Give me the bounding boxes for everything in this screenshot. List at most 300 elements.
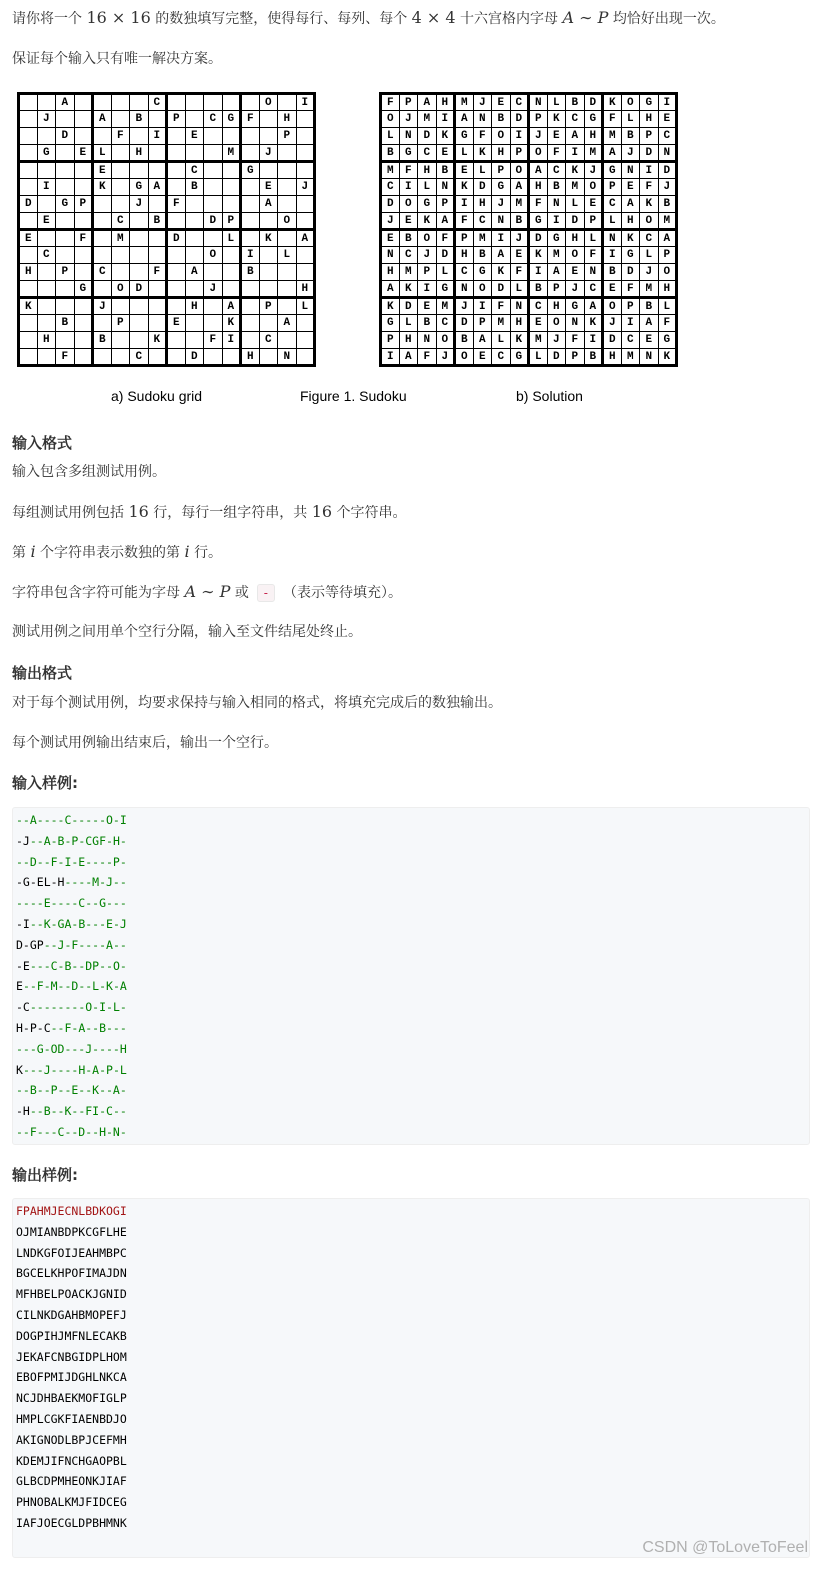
grid-cell: C [529, 298, 548, 315]
grid-cell: P [167, 111, 186, 128]
grid-cell [37, 128, 56, 145]
grid-cell: E [547, 128, 566, 145]
grid-cell [185, 145, 204, 162]
grid-cell [296, 145, 315, 162]
code-line: MFHBELPOACKJGNID [16, 1287, 127, 1302]
grid-cell: C [510, 94, 529, 111]
grid-row [381, 145, 677, 162]
grid-cell [167, 264, 186, 281]
grid-cell: N [640, 349, 659, 366]
sample-input-heading: 输入样例: [12, 774, 78, 792]
grid-cell: D [19, 196, 38, 213]
grid-cell: J [418, 247, 437, 264]
grid-cell: C [185, 162, 204, 179]
grid-cell [93, 213, 112, 230]
grid-cell: H [436, 94, 455, 111]
grid-cell: I [658, 94, 677, 111]
grid-cell: N [603, 230, 622, 247]
grid-cell: E [259, 179, 278, 196]
grid-cell [259, 264, 278, 281]
grid-cell: K [455, 179, 474, 196]
grid-cell: H [492, 145, 511, 162]
grid-cell: L [296, 298, 315, 315]
grid-cell [19, 247, 38, 264]
output-format-p2: 每个测试用例输出结束后，输出一个空行。 [12, 735, 278, 751]
grid-cell [74, 179, 93, 196]
grid-cell: M [473, 230, 492, 247]
grid-cell: J [603, 315, 622, 332]
grid-cell [74, 298, 93, 315]
grid-cell: E [566, 264, 585, 281]
grid-cell [111, 162, 130, 179]
grid-cell: A [455, 111, 474, 128]
code-line: FPAHMJECNLBDKOGI [16, 1204, 127, 1218]
code-line: ----E----C--G--- [16, 896, 127, 911]
grid-row [381, 179, 677, 196]
code-line: BGCELKHPOFIMAJDN [16, 1266, 127, 1281]
grid-cell [241, 332, 260, 349]
grid-cell: K [148, 332, 167, 349]
grid-cell: P [584, 213, 603, 230]
grid-cell [167, 247, 186, 264]
grid-cell: B [658, 196, 677, 213]
grid-row [381, 349, 677, 366]
sample-output-code[interactable] [12, 1198, 810, 1558]
grid-cell: L [566, 196, 585, 213]
grid-cell [130, 213, 149, 230]
grid-cell: F [204, 332, 223, 349]
grid-cell: J [529, 128, 548, 145]
grid-cell: G [547, 230, 566, 247]
grid-cell [204, 230, 223, 247]
csdn-watermark: CSDN @ToLoveToFeel [642, 1539, 808, 1556]
grid-cell: E [473, 349, 492, 366]
grid-cell [148, 281, 167, 298]
input-format-p1: 输入包含多组测试用例。 [12, 464, 166, 480]
grid-cell: G [56, 196, 75, 213]
grid-cell [241, 128, 260, 145]
grid-cell: F [566, 332, 585, 349]
grid-cell: M [455, 94, 474, 111]
grid-cell [204, 196, 223, 213]
grid-row [381, 94, 677, 111]
grid-cell [74, 128, 93, 145]
grid-cell: O [111, 281, 130, 298]
grid-cell [259, 128, 278, 145]
grid-cell: A [566, 128, 585, 145]
grid-cell: B [56, 315, 75, 332]
grid-cell: B [640, 298, 659, 315]
text: 个字符串。 [336, 505, 407, 521]
grid-cell [111, 179, 130, 196]
grid-row [381, 230, 677, 247]
grid-cell: D [584, 94, 603, 111]
grid-cell: N [455, 281, 474, 298]
grid-cell: K [621, 230, 640, 247]
grid-cell [259, 162, 278, 179]
grid-row [19, 94, 315, 111]
grid-cell: C [603, 196, 622, 213]
grid-cell: L [399, 315, 418, 332]
grid-cell: G [37, 145, 56, 162]
grid-cell [241, 298, 260, 315]
input-format-p2 [12, 502, 407, 523]
grid-cell: H [241, 349, 260, 366]
grid-cell: F [529, 196, 548, 213]
grid-cell [148, 349, 167, 366]
grid-row [381, 332, 677, 349]
grid-cell [74, 315, 93, 332]
grid-cell [259, 111, 278, 128]
code-line: IAFJOECGLDPBHMNK [16, 1515, 127, 1530]
grid-cell: G [399, 145, 418, 162]
grid-cell: I [584, 332, 603, 349]
grid-cell [19, 315, 38, 332]
grid-cell: P [381, 332, 400, 349]
grid-cell: C [566, 111, 585, 128]
grid-cell: K [19, 298, 38, 315]
grid-cell: M [111, 230, 130, 247]
grid-cell: G [529, 213, 548, 230]
grid-cell: G [455, 128, 474, 145]
grid-cell: M [222, 145, 241, 162]
grid-cell [19, 162, 38, 179]
math-i: i [30, 542, 36, 561]
grid-cell [56, 111, 75, 128]
grid-cell: N [492, 213, 511, 230]
grid-cell [111, 94, 130, 111]
grid-cell [56, 179, 75, 196]
grid-cell: P [603, 179, 622, 196]
grid-cell: O [603, 298, 622, 315]
grid-cell: K [658, 349, 677, 366]
grid-cell: P [222, 213, 241, 230]
grid-cell [167, 332, 186, 349]
grid-cell: J [436, 349, 455, 366]
grid-cell: F [621, 281, 640, 298]
output-format-p1: 对于每个测试用例，均要求保持与输入相同的格式，将填充完成后的数独输出。 [12, 695, 502, 711]
grid-cell: C [204, 111, 223, 128]
grid-cell: L [603, 213, 622, 230]
grid-cell: G [566, 298, 585, 315]
grid-cell: I [603, 247, 622, 264]
code-line: -I--K-GA-B---E-J [16, 916, 127, 931]
grid-cell [93, 230, 112, 247]
grid-cell: F [74, 230, 93, 247]
grid-cell: J [296, 179, 315, 196]
grid-row [19, 213, 315, 230]
grid-cell: J [621, 145, 640, 162]
grid-cell: E [185, 128, 204, 145]
grid-cell: G [74, 281, 93, 298]
code-line: CILNKDGAHBMOPEFJ [16, 1307, 127, 1322]
code-line: JEKAFCNBGIDPLHOM [16, 1349, 127, 1364]
grid-cell: E [381, 230, 400, 247]
grid-cell [222, 196, 241, 213]
grid-cell: J [492, 196, 511, 213]
grid-cell [204, 162, 223, 179]
grid-cell: J [93, 298, 112, 315]
grid-cell: G [510, 349, 529, 366]
grid-cell: C [455, 264, 474, 281]
grid-cell: B [148, 213, 167, 230]
grid-cell: G [436, 281, 455, 298]
grid-cell [93, 281, 112, 298]
grid-cell: H [584, 128, 603, 145]
grid-cell: M [510, 196, 529, 213]
grid-cell: E [93, 162, 112, 179]
grid-cell [130, 128, 149, 145]
grid-cell: M [547, 247, 566, 264]
grid-cell: L [510, 281, 529, 298]
grid-cell: F [492, 298, 511, 315]
grid-cell: K [492, 264, 511, 281]
grid-cell: O [529, 145, 548, 162]
grid-cell [222, 94, 241, 111]
grid-cell [19, 94, 38, 111]
grid-row [381, 264, 677, 281]
grid-cell [278, 179, 297, 196]
grid-cell [111, 247, 130, 264]
grid-cell [185, 247, 204, 264]
text: 行。 [194, 545, 223, 561]
grid-cell [74, 111, 93, 128]
grid-cell [296, 213, 315, 230]
grid-cell [37, 264, 56, 281]
intro-text: 均恰好出现一次。 [612, 11, 725, 27]
grid-cell: F [56, 349, 75, 366]
grid-cell: K [510, 332, 529, 349]
code-line: -E---C-B--DP--O- [16, 958, 127, 973]
grid-cell: E [436, 145, 455, 162]
grid-cell: L [640, 247, 659, 264]
grid-cell: P [74, 196, 93, 213]
grid-cell: A [547, 264, 566, 281]
grid-cell: J [455, 298, 474, 315]
grid-cell: K [640, 196, 659, 213]
grid-cell: B [510, 213, 529, 230]
math-16: 16 [311, 502, 333, 521]
grid-cell [259, 349, 278, 366]
grid-cell [74, 264, 93, 281]
grid-cell [148, 145, 167, 162]
grid-cell: D [455, 315, 474, 332]
grid-cell: F [510, 264, 529, 281]
grid-cell: A [436, 213, 455, 230]
grid-cell: H [399, 332, 418, 349]
grid-cell: D [204, 213, 223, 230]
grid-cell: D [381, 196, 400, 213]
grid-cell: I [381, 349, 400, 366]
grid-cell [111, 264, 130, 281]
grid-cell [130, 247, 149, 264]
grid-cell [167, 162, 186, 179]
grid-cell [167, 349, 186, 366]
math-a-to-p: A ∼ P [184, 582, 231, 601]
input-format-p5: 测试用例之间用单个空行分隔，输入至文件结尾处终止。 [12, 624, 362, 640]
grid-cell: C [584, 281, 603, 298]
grid-cell [56, 281, 75, 298]
grid-cell [56, 213, 75, 230]
grid-cell [37, 281, 56, 298]
grid-cell: C [259, 332, 278, 349]
grid-cell: N [436, 179, 455, 196]
grid-cell: E [455, 162, 474, 179]
grid-cell: I [510, 128, 529, 145]
math-a-to-p: A ∼ P [562, 8, 609, 27]
grid-cell: O [381, 111, 400, 128]
grid-cell: B [185, 179, 204, 196]
grid-cell: N [418, 332, 437, 349]
grid-cell: B [603, 264, 622, 281]
grid-cell [167, 94, 186, 111]
grid-cell [185, 111, 204, 128]
grid-cell: P [111, 315, 130, 332]
grid-cell [204, 298, 223, 315]
grid-cell: G [241, 162, 260, 179]
grid-cell [148, 315, 167, 332]
grid-cell: H [455, 247, 474, 264]
code-line: NCJDHBAEKMOFIGLP [16, 1391, 127, 1406]
grid-cell: L [381, 128, 400, 145]
grid-cell: B [381, 145, 400, 162]
grid-cell: N [278, 349, 297, 366]
grid-cell: H [603, 349, 622, 366]
intro-text: 的数独填写完整，使得每行、每列、每个 [155, 11, 408, 27]
grid-cell [93, 349, 112, 366]
grid-cell [296, 315, 315, 332]
grid-cell: J [584, 162, 603, 179]
grid-cell: M [436, 298, 455, 315]
grid-cell [111, 145, 130, 162]
grid-cell [296, 264, 315, 281]
grid-cell: B [418, 315, 437, 332]
grid-cell: H [547, 298, 566, 315]
grid-row [19, 162, 315, 179]
grid-cell: A [93, 111, 112, 128]
grid-cell: H [418, 162, 437, 179]
grid-cell: H [529, 179, 548, 196]
grid-cell: I [529, 264, 548, 281]
grid-cell: L [418, 179, 437, 196]
grid-cell: E [492, 94, 511, 111]
grid-cell: D [658, 162, 677, 179]
grid-cell: B [399, 230, 418, 247]
grid-cell: K [93, 179, 112, 196]
grid-cell: P [621, 298, 640, 315]
code-line: DOGPIHJMFNLECAKB [16, 1328, 127, 1343]
grid-cell: L [455, 145, 474, 162]
grid-cell: D [56, 128, 75, 145]
grid-cell: K [436, 128, 455, 145]
grid-cell [167, 298, 186, 315]
grid-cell: C [93, 264, 112, 281]
grid-cell: A [529, 162, 548, 179]
grid-cell: H [296, 281, 315, 298]
input-format-p4 [12, 582, 402, 603]
grid-cell [278, 332, 297, 349]
intro-text: 请你将一个 [12, 11, 82, 27]
grid-cell: K [603, 94, 622, 111]
grid-cell [74, 247, 93, 264]
grid-cell [241, 281, 260, 298]
grid-cell: D [399, 298, 418, 315]
math-16x16: 16 × 16 [86, 8, 151, 27]
grid-cell [278, 145, 297, 162]
grid-cell: A [418, 94, 437, 111]
grid-cell: O [492, 128, 511, 145]
grid-cell: P [473, 315, 492, 332]
grid-cell: N [658, 145, 677, 162]
grid-cell: J [658, 179, 677, 196]
grid-cell [241, 179, 260, 196]
grid-cell: F [547, 145, 566, 162]
grid-cell: A [492, 247, 511, 264]
grid-cell: G [381, 315, 400, 332]
grid-cell: F [436, 230, 455, 247]
grid-cell: B [529, 281, 548, 298]
math-4x4: 4 × 4 [411, 8, 456, 27]
grid-cell: H [37, 332, 56, 349]
grid-cell: C [381, 179, 400, 196]
grid-cell: A [381, 281, 400, 298]
grid-row [19, 111, 315, 128]
grid-cell: B [492, 111, 511, 128]
grid-cell: K [222, 315, 241, 332]
grid-cell: F [658, 315, 677, 332]
grid-cell [111, 332, 130, 349]
grid-cell: B [436, 162, 455, 179]
math-i: i [184, 542, 190, 561]
grid-cell: L [222, 230, 241, 247]
grid-cell [37, 349, 56, 366]
code-line: --D--F-I-E----P- [16, 854, 127, 869]
grid-cell [204, 179, 223, 196]
grid-cell: C [621, 332, 640, 349]
grid-cell: N [584, 264, 603, 281]
grid-cell: M [418, 111, 437, 128]
grid-cell: F [473, 128, 492, 145]
grid-cell: A [222, 298, 241, 315]
sample-input-code[interactable] [12, 807, 810, 1145]
grid-cell: O [418, 230, 437, 247]
code-line: E--F-M--D--L-K-A [16, 979, 127, 994]
grid-cell: O [278, 213, 297, 230]
grid-cell: O [259, 94, 278, 111]
grid-cell [185, 332, 204, 349]
grid-cell [111, 196, 130, 213]
grid-cell [278, 264, 297, 281]
grid-cell: O [436, 332, 455, 349]
grid-cell [222, 179, 241, 196]
grid-cell: O [640, 213, 659, 230]
grid-cell: J [381, 213, 400, 230]
grid-cell [222, 162, 241, 179]
grid-cell: N [399, 128, 418, 145]
grid-cell: O [455, 349, 474, 366]
grid-cell: K [259, 230, 278, 247]
grid-cell [278, 162, 297, 179]
grid-cell: E [37, 213, 56, 230]
text: （表示等待填充）。 [282, 585, 402, 601]
grid-cell [167, 128, 186, 145]
grid-cell: K [473, 145, 492, 162]
grid-cell [111, 349, 130, 366]
grid-cell [37, 94, 56, 111]
grid-cell: A [296, 230, 315, 247]
grid-row [19, 264, 315, 281]
grid-cell: D [418, 128, 437, 145]
